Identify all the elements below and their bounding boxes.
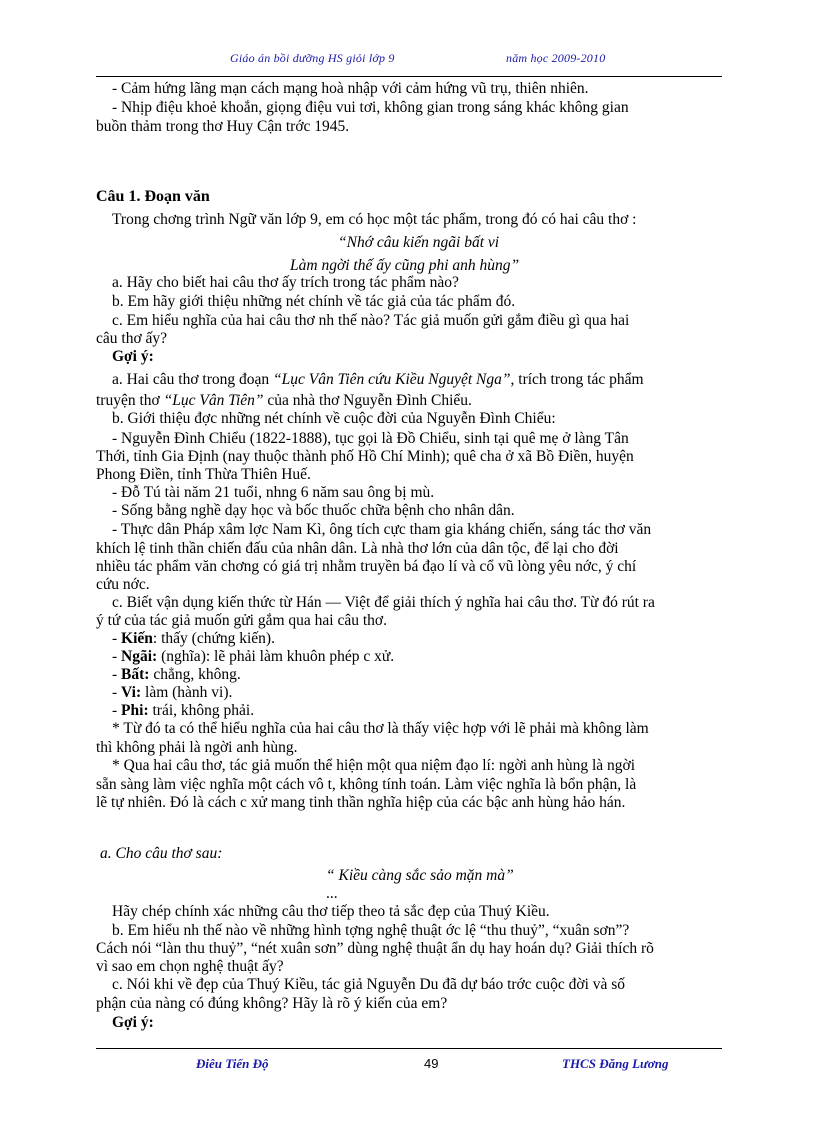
word-kien-meaning: : thấy (chứng kiến). — [152, 630, 275, 647]
word-vi-meaning: làm (hành vi). — [141, 684, 233, 701]
word-bat-meaning: chẳng, không. — [149, 666, 241, 683]
word-bat: - Bất: chẳng, không. — [112, 666, 241, 683]
summary-line-5: lẽ tự nhiên. Đó là cách c xử mang tinh thần nghĩa hiệp của các bậc anh hùng hảo hán. — [96, 794, 626, 811]
bio-line-9: cứu nớc. — [96, 576, 150, 593]
page-header — [96, 48, 722, 77]
section2-verse: “ Kiều càng sắc sảo mặn mà” — [326, 867, 514, 884]
bio-line-5: - Sống bằng nghề dạy học và bốc thuốc chữa bệnh cho nhân dân. — [112, 502, 515, 519]
bio-line-2: Thới, tỉnh Gia Định (nay thuộc thành phố Hồ Chí Minh); quê cha ở xã Bồ Điền, huyện — [96, 448, 634, 465]
header-school-year: năm học 2009-2010 — [506, 51, 606, 65]
word-ngai-meaning: (nghĩa): lẽ phải làm khuôn phép c xử. — [157, 648, 395, 665]
answer-b-heading: b. Giới thiệu đợc những nét chính về cuộc đời của Nguyễn Đình Chiểu: — [112, 410, 556, 427]
word-phi-term: Phi: — [121, 702, 149, 719]
section1-title: Câu 1. Đoạn văn — [96, 188, 210, 205]
section2-question-b-line-1: b. Em hiểu nh thế nào về những hình tợng nghệ thuật ớc lệ “thu thuỷ”, “xuân sơn”? — [112, 922, 630, 939]
word-ngai-term: Ngãi: — [121, 648, 158, 665]
answer-a2-text: truyện thơ — [96, 392, 164, 409]
verse-line-2: Làm ngời thế ấy cũng phi anh hùng” — [290, 257, 520, 274]
excerpt-title: “Lục Vân Tiên cứu Kiều Nguyệt Nga” — [273, 371, 511, 388]
section2-question-b-line-3: vì sao em chọn nghệ thuật ấy? — [96, 958, 284, 975]
section2-hint-heading: Gợi ý: — [112, 1014, 154, 1031]
intro-line-2: - Nhịp điệu khoẻ khoắn, giọng điệu vui tơi, không gian trong sáng khác không gian — [112, 99, 629, 116]
word-phi: - Phi: trái, không phải. — [112, 702, 255, 719]
answer-a-text-end: , trích trong tác phẩm — [510, 371, 644, 388]
summary-line-3: * Qua hai câu thơ, tác giả muốn thể hiện một qua niệm đạo lí: ngời anh hùng là ngời — [112, 757, 636, 774]
word-ngai: - Ngãi: (nghĩa): lẽ phải làm khuôn phép c xử. — [112, 648, 395, 665]
bio-line-4: - Đỗ Tú tài năm 21 tuổi, nhng 6 năm sau ông bị mù. — [112, 484, 435, 501]
summary-line-4: sẵn sàng làm việc nghĩa một cách vô t, không tính toán. Làm việc nghĩa là bổn phận, là — [96, 776, 637, 793]
header-course-title: Giáo án bồi dưỡng HS giỏi lớp 9 — [230, 51, 395, 65]
section2-question-c-line-2: phận của nàng có đúng không? Hãy là rõ ý kiến của em? — [96, 995, 448, 1012]
section1-lead: Trong chơng trình Ngữ văn lớp 9, em có học một tác phẩm, trong đó có hai câu thơ : — [112, 211, 637, 228]
question-b: b. Em hãy giới thiệu những nét chính về tác giả của tác phẩm đó. — [112, 293, 516, 310]
section2-question-b-line-2: Cách nói “làn thu thuỷ”, “nét xuân sơn” dùng nghệ thuật ẩn dụ hay hoán dụ? Giải thích rõ — [96, 940, 654, 957]
word-kien-term: Kiến — [121, 630, 153, 647]
footer-school: THCS Đăng Lương — [562, 1056, 669, 1071]
answer-a-line-2 — [96, 392, 768, 410]
bio-line-1: - Nguyễn Đình Chiểu (1822-1888), tục gọi là Đồ Chiểu, sinh tại quê mẹ ở làng Tân — [112, 430, 629, 447]
bio-line-3: Phong Điền, tỉnh Thừa Thiên Huế. — [96, 466, 311, 483]
bio-line-6: - Thực dân Pháp xâm lợc Nam Kì, ông tích cực tham gia kháng chiến, sáng tác thơ văn — [112, 521, 652, 538]
summary-line-1: * Từ đó ta có thể hiểu nghĩa của hai câu thơ là thấy việc hợp với lẽ phải mà không làm — [112, 720, 649, 737]
section2-ellipsis: ... — [326, 885, 338, 902]
section2-question-c-line-1: c. Nói khi về đẹp của Thuý Kiều, tác giả Nguyễn Du đã dự báo trớc cuộc đời và số — [112, 976, 626, 993]
footer-author: Điêu Tiến Độ — [196, 1056, 269, 1071]
intro-line-1: - Cảm hứng lãng mạn cách mạng hoà nhập với cảm hứng vũ trụ, thiên nhiên. — [112, 80, 589, 97]
word-vi: - Vi: làm (hành vi). — [112, 684, 233, 701]
page-number: 49 — [424, 1056, 439, 1071]
work-title: “Lục Vân Tiên” — [163, 392, 264, 409]
question-a: a. Hãy cho biết hai câu thơ ấy trích trong tác phẩm nào? — [112, 274, 459, 291]
answer-a-text: a. Hai câu thơ trong đoạn — [112, 371, 273, 388]
word-vi-term: Vi: — [121, 684, 142, 701]
question-c-line-1: c. Em hiểu nghĩa của hai câu thơ nh thế nào? Tác giả muốn gửi gắm điều gì qua hai — [112, 312, 630, 329]
word-kien: - Kiến: thấy (chứng kiến). — [112, 630, 275, 647]
answer-c-line-1: c. Biết vận dụng kiến thức từ Hán — Việt để giải thích ý nghĩa hai câu thơ. Từ đó rút ra — [112, 594, 655, 611]
question-c-line-2: câu thơ ấy? — [96, 330, 168, 347]
bio-line-8: nhiều tác phẩm văn chơng có giá trị nhằm truyền bá đạo lí và cổ vũ lòng yêu nớc, ý chí — [96, 558, 637, 575]
answer-a-line-1 — [112, 371, 784, 389]
page-footer — [96, 1048, 722, 1079]
summary-line-2: thì không phải là ngời anh hùng. — [96, 739, 298, 756]
section2-lead: a. Cho câu thơ sau: — [100, 845, 223, 862]
bio-line-7: khích lệ tinh thần chiến đấu của nhân dân. Là nhà thơ lớn của dân tộc, để lại cho đời — [96, 540, 619, 557]
word-phi-meaning: trái, không phải. — [148, 702, 255, 719]
intro-line-3: buồn thảm trong thơ Huy Cận trớc 1945. — [96, 118, 350, 135]
hint-heading: Gợi ý: — [112, 348, 154, 365]
word-bat-term: Bất: — [121, 666, 150, 683]
answer-a2-text-end: của nhà thơ Nguyễn Đình Chiểu. — [263, 392, 472, 409]
section2-question-a: Hãy chép chính xác những câu thơ tiếp theo tả sắc đẹp của Thuý Kiều. — [112, 903, 550, 920]
answer-c-line-2: ý tứ của tác giả muốn gửi gắm qua hai câu thơ. — [96, 612, 387, 629]
verse-line-1: “Nhớ câu kiến ngãi bất vi — [338, 234, 500, 251]
